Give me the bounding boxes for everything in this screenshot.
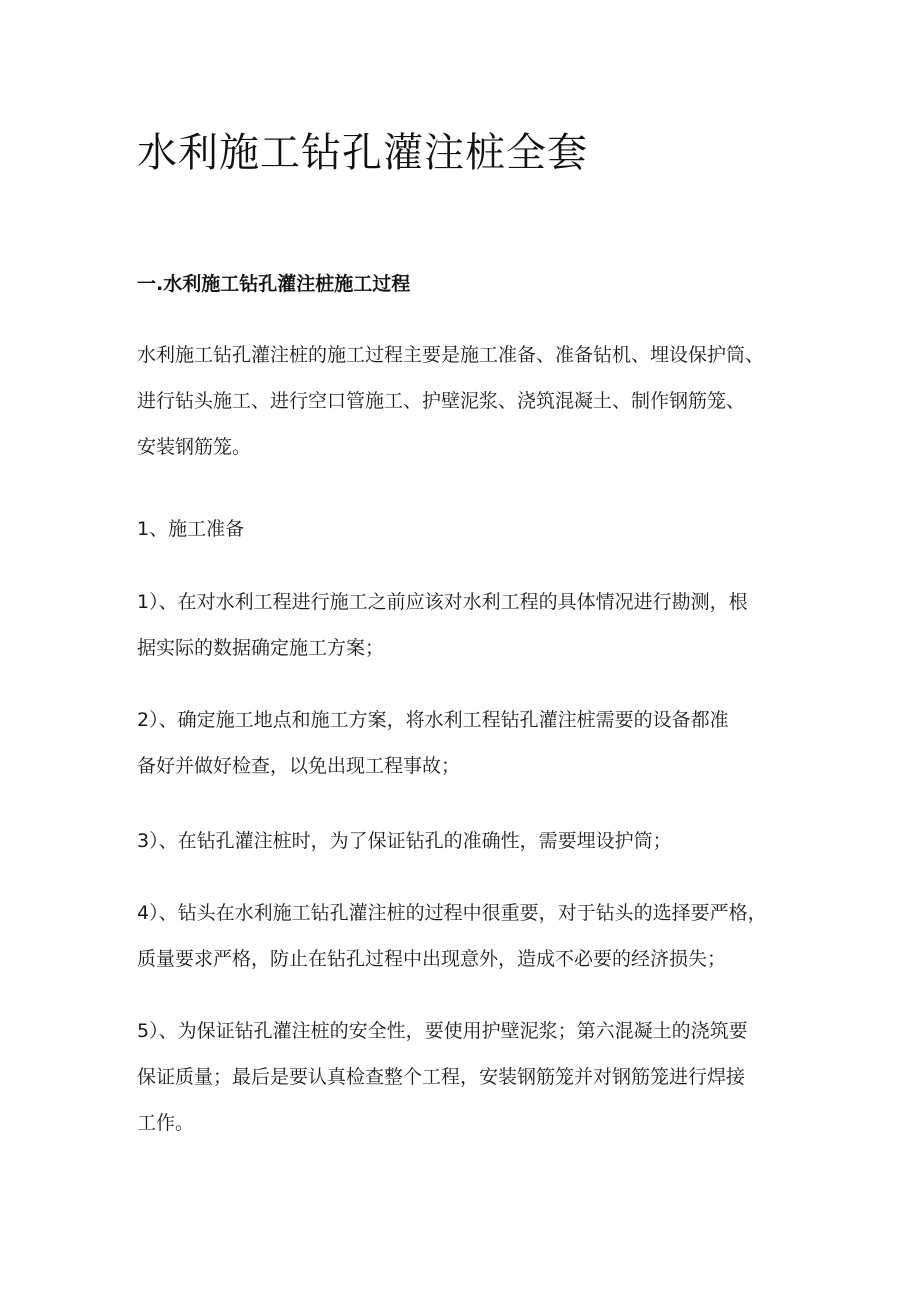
list-item-line: 5）、为保证钻孔灌注桩的安全性，要使用护壁泥浆；第六混凝土的浇筑要 bbox=[137, 1020, 748, 1042]
intro-line: 安装钢筋笼。 bbox=[137, 436, 252, 458]
list-item-5 bbox=[137, 1008, 797, 1146]
list-item-4 bbox=[137, 890, 797, 982]
list-item-1 bbox=[137, 579, 797, 671]
list-item-2 bbox=[137, 697, 797, 789]
list-item-line: 质量要求严格，防止在钻孔过程中出现意外，造成不必要的经济损失； bbox=[137, 948, 727, 970]
intro-line: 进行钻头施工、进行空口管施工、护壁泥浆、浇筑混凝土、制作钢筋笼、 bbox=[137, 390, 746, 412]
list-item-line: 备好并做好检查，以免出现工程事故； bbox=[137, 755, 461, 777]
intro-paragraph bbox=[137, 332, 797, 470]
list-item-line: 3）、在钻孔灌注桩时，为了保证钻孔的准确性，需要埋设护筒； bbox=[137, 830, 672, 852]
list-item-line: 工作。 bbox=[137, 1112, 195, 1134]
list-item-line: 保证质量；最后是要认真检查整个工程，安装钢筋笼并对钢筋笼进行焊接 bbox=[137, 1066, 746, 1088]
list-item-line: 1）、在对水利工程进行施工之前应该对水利工程的具体情况进行勘测，根 bbox=[137, 591, 748, 613]
subheading-text: 1、施工准备 bbox=[137, 518, 245, 540]
list-item-line: 4）、钻头在水利施工钻孔灌注桩的过程中很重要，对于钻头的选择要严格， bbox=[137, 902, 767, 924]
section-heading: 一.水利施工钻孔灌注桩施工过程 bbox=[137, 273, 411, 295]
document-title: 水利施工钻孔灌注桩全套 bbox=[137, 130, 588, 176]
list-item-3 bbox=[137, 818, 797, 864]
subheading-construction-prep bbox=[137, 506, 797, 552]
list-item-line: 据实际的数据确定施工方案； bbox=[137, 637, 385, 659]
list-item-line: 2）、确定施工地点和施工方案，将水利工程钻孔灌注桩需要的设备都准 bbox=[137, 709, 729, 731]
intro-line: 水利施工钻孔灌注桩的施工过程主要是施工准备、准备钻机、埋设保护筒、 bbox=[137, 344, 765, 366]
